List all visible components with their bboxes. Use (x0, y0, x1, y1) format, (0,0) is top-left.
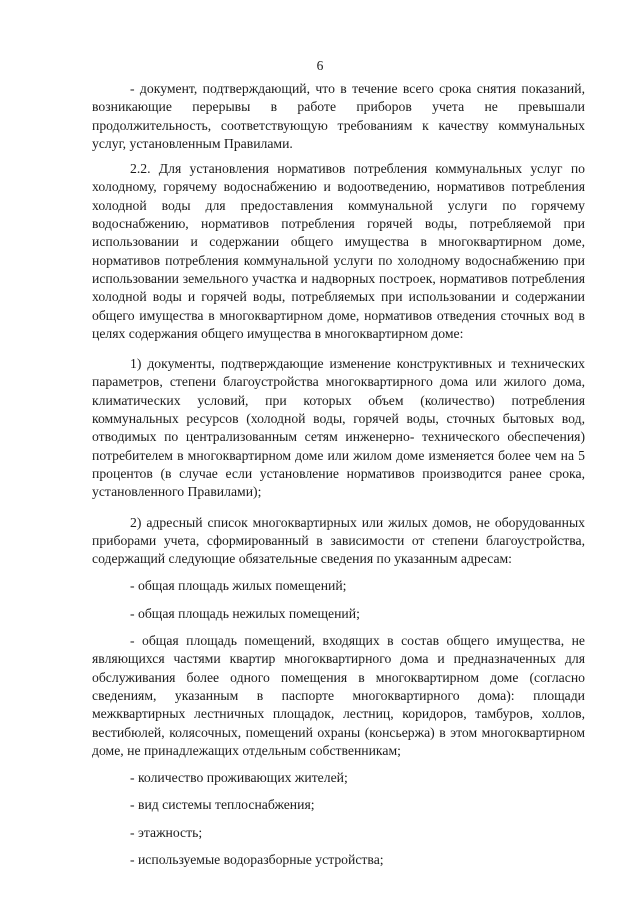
list-item-water-fixtures: - используемые водоразборные устройства; (130, 851, 384, 867)
list-item-heating-system: - вид системы теплоснабжения; (130, 797, 315, 813)
document-body (92, 80, 585, 869)
paragraph-section-2-2: 2.2. Для установления нормативов потребления коммунальных услуг по холодному, горячему водоснабжению и водоотведению, нормативов потребления холодной воды для предоставления коммунальной услуги по горячему водоснабжению, нормативов потребления горячей воды, потребляемой при использовании и содержании общего имущества в многоквартирном доме, нормативов потребления коммунальной услуги по холодному водоснабжению при использовании земельного участка и надворных построек, нормативов потребления холодной воды и горячей воды, потребляемых при использовании и содержании общего имущества в многоквартирном доме, нормативов отведения сточных вод в целях содержания общего имущества в многоквартирном доме: (92, 161, 585, 341)
list-item-residents-count: - количество проживающих жителей; (130, 770, 348, 786)
paragraph-item-1: 1) документы, подтверждающие изменение конструктивных и технических параметров, степени благоустройства многоквартирного дома или жилого дома, климатических условий, при которых объем (количество) потребления коммунальных ресурсов (холодной воды, горячей воды, сточных бытовых вод, отводимых по централизованным сетям инженерно- технического обеспечения) потребителем в многоквартирном доме или жилом доме изменяется более чем на 5 процентов (в случае если установление нормативов производится ранее срока, установленного Правилами); (92, 356, 585, 500)
list-item-common-property-area: - общая площадь помещений, входящих в состав общего имущества, не являющихся частями квартир многоквартирного дома и предназначенных для обслуживания более одного помещения в многоквартирном доме (согласно сведениям, указанным в паспорте многоквартирного дома): площади межквартирных лестничных площадок, лестниц, коридоров, тамбуров, холлов, вестибюлей, колясочных, помещений охраны (консьержа) в этом многоквартирном доме, не принадлежащих отдельным собственникам; (92, 633, 585, 758)
list-item-living-area: - общая площадь жилых помещений; (130, 578, 347, 594)
list-item-nonliving-area: - общая площадь нежилых помещений; (130, 605, 360, 621)
paragraph-device-readings: - документ, подтверждающий, что в течение всего срока снятия показаний, возникающие перерывы в работе приборов учета не превышали продолжительность, соответствующую требованиям к качеству коммунальных услуг, установленным Правилами. (92, 81, 585, 151)
paragraph-item-2: 2) адресный список многоквартирных или жилых домов, не оборудованных приборами учета, сформированный в зависимости от степени благоустройства, содержащий следующие обязательные сведения по указанным адресам: (92, 514, 585, 567)
list-item-floors: - этажность; (130, 824, 203, 840)
page-number: 6 (316, 58, 324, 73)
